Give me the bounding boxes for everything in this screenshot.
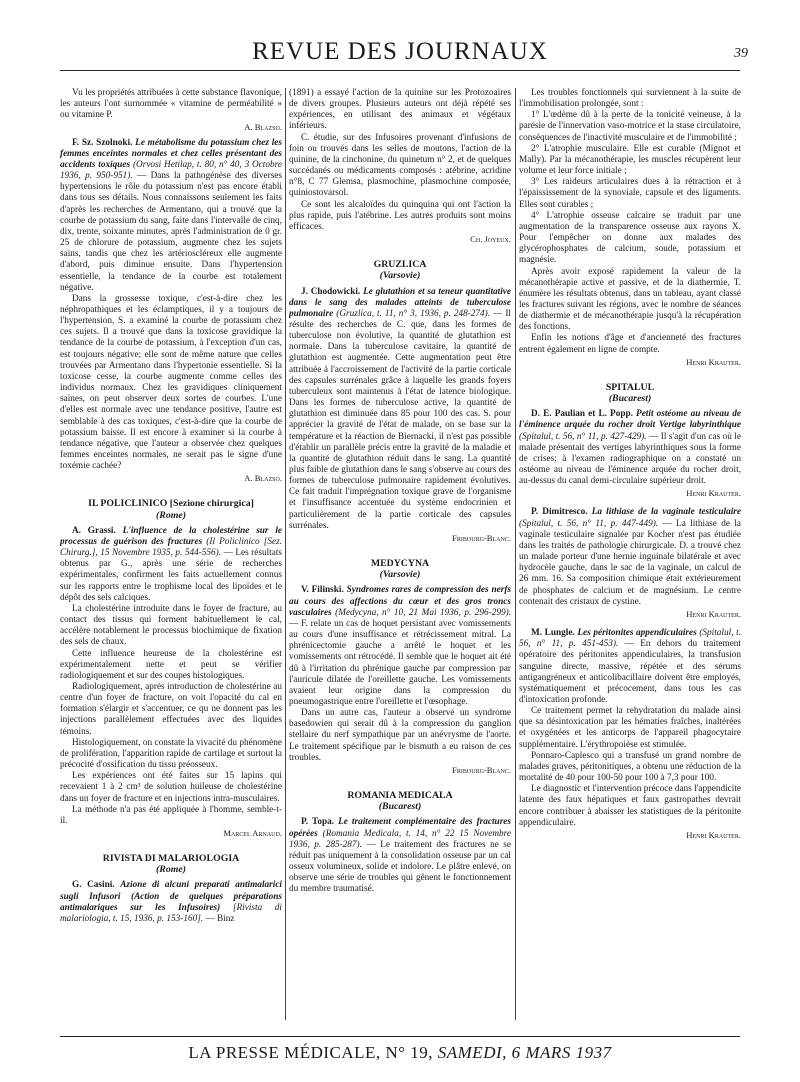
- article-author: J. Chodowicki.: [301, 286, 361, 297]
- paragraph: 1° L'œdème dû à la perte de la tonicité veineuse, à la parésie de l'innervation vaso-motrice et la stase circulatoire, conséquences de l'inactivité musculaire et de l'immobilité ;: [519, 110, 741, 143]
- article-text: — Il résulte des recherches de C. que, dans les formes de tuberculose non évolutive, la quantité de glutathion est normale. Dans la tuberculose cavitaire, la quantité de glutathion est augmentée. Cette augmentation peut être attribuée à l'accroissement de l'activité de la partie corticale des capsules surrénales grâce à laquelle les grands foyers tuberculeux sont maintenus à l'état de latence biologique. Dans les formes de tuberculose active, la quantité de glutathion est diminuée dans 85 pour 100 des cas. S. pour apprécier la gravité de l'état de malade, on se base sur la température et la réaction de Biernacki, il n'est pas possible d'établir un parallèle précis entre la gravité de la maladie et la quantité de glutathion réduit dans le sang. La quantité plus faible de glutathion dans le sang s'observe au cours des formes de tuberculose pulmonaire rapidement évolutives. Ce fait traduit l'imprégnation toxique grave de l'organisme et l'insuffisance accentuée du système endocrinien et particulièrement de la partie corticale des capsules surrénales.: [289, 308, 511, 531]
- columns: [60, 88, 740, 1020]
- article-entry: [289, 817, 511, 895]
- article-entry: [60, 526, 282, 839]
- article-entry: [519, 409, 741, 499]
- section-city: (Rome): [156, 509, 186, 521]
- article-source: (Spitalul, t. 56, n° 11, p. 447-449).: [519, 518, 659, 529]
- paragraph: Ponnaro-Caplesco qui a transfusé un grand nombre de malades graves, péritonitiques, a obtenu une réduction de la mortalité de 40 pour 100-50 pour 100 à 7,3 pour 100.: [519, 750, 741, 784]
- article-author: G. Casini.: [72, 880, 115, 891]
- article-author: M. Lungle.: [531, 628, 575, 639]
- article-source: (Romania Medicala, t. 14, n° 22 15 Novembre 1936, p. 285-287).: [289, 828, 511, 850]
- paragraph: Radiologiquement, après introduction de cholestérine au centre d'un foyer de fracture, on voit l'opacité du cal en formation s'élargir et s'accentuer, ce qu ne donnent pas les injections parallèlement effectuées avec des liquides témoins.: [60, 681, 282, 737]
- article-author: P. Topa.: [301, 817, 335, 828]
- section-city: (Bucarest): [378, 801, 422, 813]
- column-3: [519, 88, 741, 1020]
- section-title: GRUZLICA: [373, 259, 427, 271]
- article-title: La lithiase de la vaginale testiculaire: [591, 507, 741, 518]
- signature: Fribourg-Blanc.: [452, 764, 511, 775]
- signature: A. Blazso.: [244, 122, 282, 133]
- article-text: — Dans la pathogénèse des diverses hypertensions le rôle du potassium n'est pas encore établi dans tous ses détails. Nous connaissons seulement les faits d'après les recherches de Armentano, qui a trouvé que la courbe de potassium du sang, faite dans l'intervalle de cinq, dix, trente, soixante minutes, après l'administration de 0 gr. 25 de chlorure de potassium, augmente chez les sujets sains, tandis que chez les artérioscléreux elle augmente d'abord, puis diminue ensuite. Dans l'hypertension essentielle, la tendance de la courbe est totalement négative.: [60, 171, 282, 293]
- paragraph: La méthode n'a pas été appliquée à l'homme, semble-t-il.: [60, 804, 282, 826]
- article-author: A. Grassi.: [72, 525, 116, 536]
- paragraph: C. étudie, sur des Infusoires provenant d'infusions de foin ou trouvés dans les selles de moutons, l'action de la quinine, de la cinchonine, du quinetum n° 2, et de quelques succédanés ou médicaments composés : atébrine, acridine n°8, C 77 Glemsa, plasmochine, plasmochine composée, quiniostovarsol.: [289, 132, 511, 199]
- section-title: IL POLICLINICO [Sezione chirurgica]: [88, 498, 254, 510]
- article-title: Le métabolisme du potassium chez les femmes enceintes normales et chez celles présentant des accidents toxiques: [60, 137, 282, 170]
- page-number: 39: [734, 46, 748, 61]
- signature: Henri Krauter.: [686, 356, 741, 367]
- article-text: — Il s'agit d'un cas où le malade présentait des vertiges labyrinthiques sous la forme de crises; à l'examen radiographique on a constaté un ostéome au niveau de l'éminence arquée du rocher droit, au-dessus du canal demi-circulaire supérieur droit.: [519, 431, 741, 487]
- article-title: Les péritonites appendiculaires: [577, 628, 697, 639]
- paragraph: Ce sont les alcaloïdes du quinquina qui ont l'action la plus rapide, puis l'atébrine. Les autres produits sont moins efficaces.: [289, 199, 511, 232]
- signature: Ch. Joyeux.: [470, 234, 511, 245]
- paragraph: Enfin les notions d'âge et d'ancienneté des fractures entrent également en ligne de compte.: [519, 333, 741, 355]
- footer-number: N° 19,: [385, 1043, 434, 1062]
- article-entry: [60, 880, 282, 925]
- article-entry: [519, 628, 741, 841]
- article-entry: [289, 287, 511, 545]
- signature: Marcel Arnaud.: [223, 828, 282, 838]
- footer-journal: LA PRESSE MÉDICALE,: [188, 1043, 381, 1062]
- section-city: (Varsovie): [379, 569, 421, 581]
- article-entry: [519, 507, 741, 620]
- article-title: Petit ostéome au niveau de l'éminence arquée du rocher droit Vertige labyrinthique: [519, 409, 741, 431]
- paragraph: Les expériences ont été faites sur 15 lapins qui recevaient 1 à 2 cm³ de solution huileuse de cholestérine dans un foyer de fracture et en injections intra-musculaires.: [60, 771, 282, 804]
- article-source: (Spitalul, t. 56, n° 11, p. 427-429).: [519, 431, 647, 442]
- section-title: RIVISTA DI MALARIOLOGIA: [102, 853, 240, 865]
- column-rule: [515, 88, 516, 1020]
- article-entry: [289, 585, 511, 776]
- article-author: V. Filinski.: [301, 585, 344, 596]
- article-source: (Medycyna, n° 10, 21 Mai 1936, p. 296-299).: [335, 607, 511, 618]
- article-source: (Gruzlica, t. 11, n° 3, 1936, p. 248-274).: [336, 308, 491, 319]
- signature: Henri Krauter.: [686, 608, 741, 619]
- paragraph: Dans un autre cas, l'auteur a observé un syndrome basedowien qui serait dû à la compression du ganglion stellaire du nerf sympathique par un anévrysme de l'aorte. Le traitement spécifique par le bismuth a eu raison de ces troubles.: [289, 708, 511, 763]
- section-city: (Varsovie): [379, 270, 421, 282]
- article-author: D. E. Paulian et L. Popp.: [531, 409, 633, 420]
- paragraph: Dans la grossesse toxique, c'est-à-dire chez les néphropathiques et les éclamptiques, il y a toujours de l'hypertension, S. a examiné la courbe de potassium chez ces sujets. Il a trouvé que dans la toxicose gravidique la tendance de la courbe de potassium, à l'exception d'un cas, est toujours négative; elle sont de même nature que celles trouvées par Armentano dans l'hypertonie essentielle. Si la toxicose cesse, la courbe augmente comme celles des individus normaux. Chez les gravidiques cliniquement saines, on peut observer deux sortes de courbes. L'une d'elles est normale avec une tendance positive, l'autre est semblable à des cas toxiques, c'est-à-dire que la courbe de potassium baisse. Il est encore à examiner si la courbe à tendance négative, que l'auteur a observée chez quelques femmes enceintes normales, ne serait pas le signe d'une toxémie cachée?: [60, 293, 282, 472]
- article-source: (Orvosi Hetilap, t. 80, n° 40, 3 Octobre 1936, p. 950-951).: [60, 159, 282, 182]
- article-entry: [60, 138, 282, 485]
- section-title: SPITALUL: [605, 381, 655, 393]
- paragraph: 2° L'atrophie musculaire. Elle est curable (Mignot et Mally). Par la mécanothérapie, les muscles récupèrent leur volume et leur force initiale ;: [519, 143, 741, 177]
- paragraph: 3° Les raideurs articulaires dues à la rétraction et à l'épaississement de la synoviale, capsule et des ligaments. Elles sont curables ;: [519, 177, 741, 210]
- paragraph: Vu les propriétés attribuées à cette substance flavonique, les auteurs l'ont surnommée « vitamine de perméabilité » ou vitamine P.: [60, 88, 282, 121]
- section-city: (Rome): [156, 864, 186, 876]
- column-rule: [285, 88, 286, 1020]
- article-title: Le traitement complémentaire des fractures opérées: [289, 817, 511, 839]
- footer-date: SAMEDI, 6 MARS 1937: [437, 1043, 612, 1062]
- signature: Henri Krauter.: [686, 829, 741, 840]
- article-title: Azione di alcuni preparati antimalarici sugli Infusori (Action de quelques préparations antimalariques sur les Infusoires): [60, 880, 282, 913]
- article-title: Syndromes rares de compression des nerfs au cours des affections du cœur et des gros troncs vasculaires: [289, 585, 511, 618]
- paragraph: Après avoir exposé rapidement la valeur de la mécanothérapie active et passive, et de la diathermie, T. énumère les résultats obtenus, dans un tableau, ayant classé les fractures suivant les régions, avec le nombre de séances de diathermie et de mécanothérapie jusqu'à la récupération des fonctions.: [519, 266, 741, 333]
- article-text: — En dehors du traitement opératoire des péritonites appendiculaires, la transfusion sanguine directe, massive, répétée et des sérums antigangréneux et anticolibacillaire doivent être employés, systématiquement et précocement, dans tous les cas d'intoxication profonde.: [519, 639, 741, 705]
- article-text: — F. relate un cas de hoquet persistant avec vomissements au cours d'une insuffisance et rétrécissement mitral. La phrénicectomie gauche a arrêté le hoquet et les vomissements ont rétrocédé. Il semble que le hoquet ait été dû à l'irritation du phrénique gauche par compression par l'auricule dilatée de l'oreillette gauche. Les vomissements avaient leur origine dans la compression du pneumogastrique entre l'oreillette et l'œsophage.: [289, 618, 511, 707]
- signature: A. Blazso.: [244, 473, 282, 484]
- article-author: F. Sz. Szolnoki.: [72, 137, 133, 148]
- page-header: [60, 36, 748, 71]
- article-text: — Les résultats obtenus par G., après une série de recherches expérimentales, confirment les faits actuellement connus sur les rapports entre le trophisme local des lipoïdes et le dépôt des sels calciques.: [60, 548, 282, 603]
- paragraph: (1891) a essayé l'action de la quinine sur les Protozoaires de divers groupes. Plusieurs auteurs ont déjà répété ses expériences, en utilisant des animaux et végétaux inférieurs.: [289, 88, 511, 132]
- section-city: (Bucarest): [608, 393, 652, 405]
- article-source: [Rivista di malariologia, t. 15, 1936, p. 153-160].: [60, 902, 282, 924]
- page-footer: [60, 1036, 740, 1063]
- article-title: L'influence de la cholestérine sur le processus de guérison des fractures: [60, 525, 282, 547]
- section-title: ROMANIA MEDICALA: [347, 790, 453, 802]
- column-1: [60, 88, 282, 1020]
- paragraph: Les troubles fonctionnels qui surviennent à la suite de l'immobilisation prolongée, sont :: [519, 88, 741, 110]
- section-title: MEDYCYNA: [370, 558, 430, 570]
- article-text: — La lithiase de la vaginale testiculaire signalée par Kocher n'est pas étudiée dans les traités de pathologie chirurgicale. D. a trouvé chez un malade porteur d'une hernie inguinale bilatérale et avec hydrocèle gauche, dans le sac de la vaginale, un calcul de 26 mm. 16. Sa composition chimique était extérieurement de phosphates de calcium et de magnésium. Le centre contenait des cristaux de cystine.: [519, 518, 741, 607]
- paragraph: Le diagnostic et l'intervention précoce dans l'appendicite latente des faux hépatiques et faux gastropathes devrait encore contribuer à abaisser les statistiques de la péritonite appendiculaire.: [519, 784, 741, 828]
- article-source: (Il Policlinico [Sez. Chirurg.], 15 Novembre 1935, p. 544-556).: [60, 536, 282, 559]
- journal-page: [60, 36, 748, 1062]
- paragraph: 4° L'atrophie osseuse calcaire se traduit par une augmentation de la transparence osseuse aux rayons X. Pour l'empêcher on donne aux malades des glycérophosphates de calcium, soude, potassium et magnésie.: [519, 210, 741, 266]
- article-source: (Spitalul, t. 56, n° 11, p. 451-453).: [519, 628, 741, 650]
- column-2: [289, 88, 511, 1020]
- paragraph: Cette influence heureuse de la cholestérine est expérimentalement nette et peut se vérifier radiologiquement et sur des coupes histologiques.: [60, 648, 282, 681]
- paragraph: La cholestérine introduite dans le foyer de fracture, au contact des tissus qui forment habituellement le cal, accélère notablement le processus biochimique de fixation des sels de chaux.: [60, 603, 282, 648]
- article-text: — Le traitement des fractures ne se réduit pas uniquement à la consolidation osseuse par un cal osseux volumineux, solide et indolore. Le plâtre enlevé, on observe une série de troubles qui gênent le fonctionnement du membre traumatisé.: [289, 839, 511, 895]
- article-author: P. Dimitresco.: [531, 507, 588, 518]
- article-title: Le glutathion et sa teneur quantitative dans le sang des malades atteints de tuberculose pulmonaire: [289, 286, 511, 319]
- signature: Fribourg-Blanc.: [452, 532, 511, 543]
- paragraph: Ce traitement permet la rehydratation du malade ainsi que sa désintoxication par les hématies fraîches, inaltérées et oxygénées et les anticorps de l'appareil phagocytaire supplémentaire. L'érythropoièse est stimulée.: [519, 706, 741, 750]
- page-title: REVUE DES JOURNAUX: [252, 38, 548, 65]
- article-text: — Binz: [205, 913, 235, 924]
- paragraph: Histologiquement, on constate la vivacité du phénomène de prolifération, l'apparition rapide de cartilage et surtout la précocité d'ossification du tissu préosseux.: [60, 737, 282, 771]
- signature: Henri Krauter.: [686, 488, 741, 499]
